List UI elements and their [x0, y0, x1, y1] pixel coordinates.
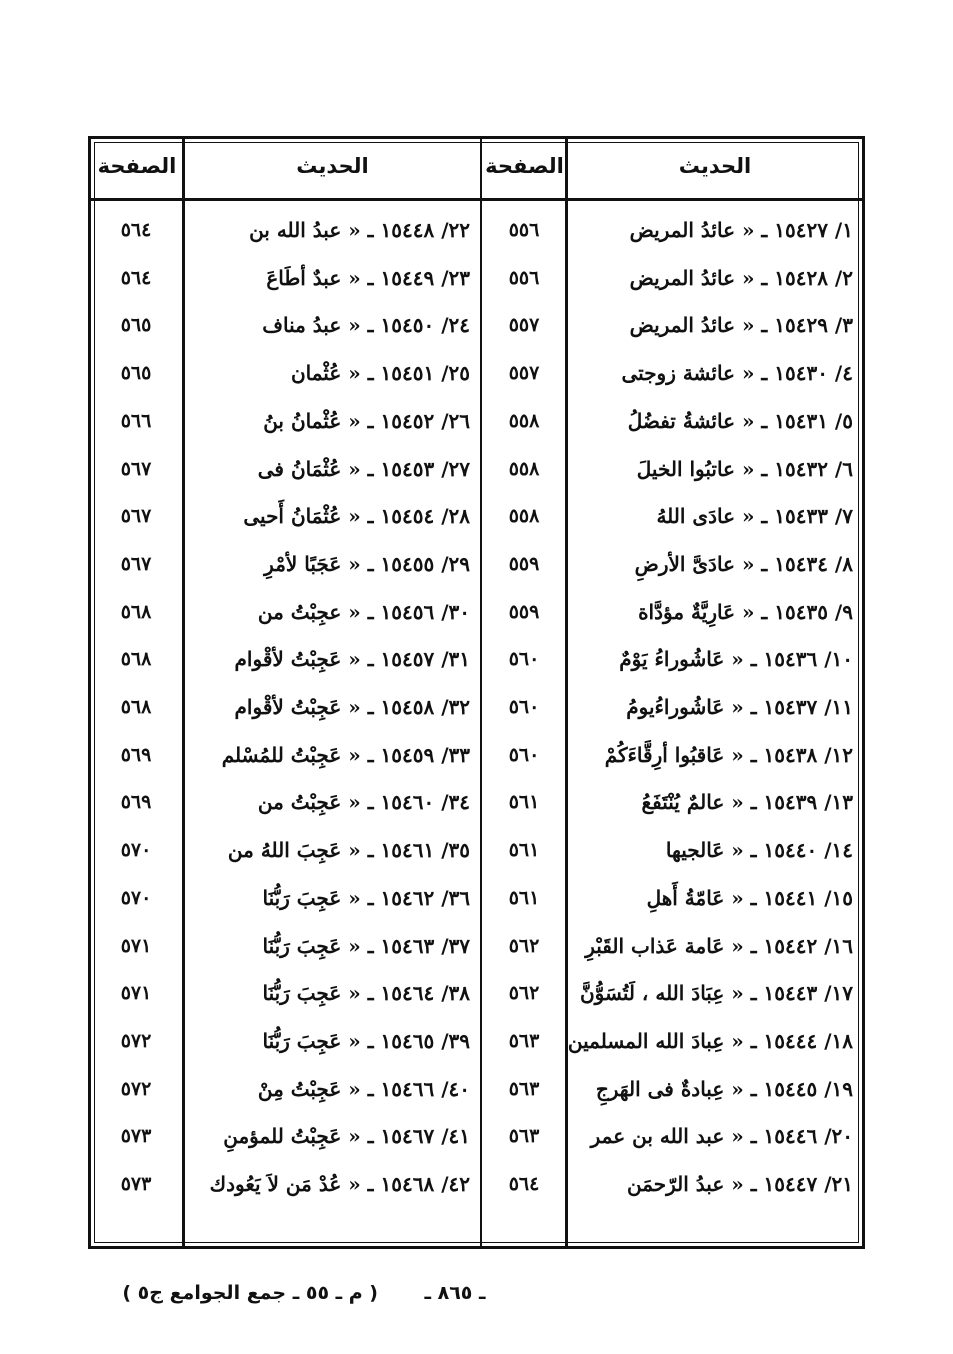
page-number-right: ٥٦٠	[508, 744, 540, 766]
page-number-right: ٥٥٩	[508, 601, 540, 623]
hadith-entry-left: ٣٥/ ١٥٤٦١ ـ « عَجِبَ اللهُ من	[227, 838, 470, 862]
hadith-entry-right: ٢/ ١٥٤٢٨ ـ « عائدُ المريض	[629, 266, 853, 290]
hadith-entry-left: ٣٨/ ١٥٤٦٤ ـ « عَجِبَ رَبُّنَا	[262, 981, 470, 1005]
hadith-entry-left: ٣٢/ ١٥٤٥٨ ـ « عَجِبْتُ لأقْوام	[234, 695, 470, 719]
header-hadith-right: الحديث	[678, 154, 752, 178]
hadith-entry-right: ٨/ ١٥٤٣٤ ـ « عادَىَّ الأرضِ	[634, 552, 853, 576]
page-number-right: ٥٦٤	[508, 1173, 540, 1195]
page-number-right: ٥٦١	[508, 839, 540, 861]
hadith-entry-right: ١/ ١٥٤٢٧ ـ « عائدُ المريض	[629, 218, 853, 242]
hadith-entry-left: ٢٩/ ١٥٤٥٥ ـ « عَجَبًا لأمْرِ	[264, 552, 470, 576]
hadith-entry-left: ٢٣/ ١٥٤٤٩ ـ « عبدٌ أطَاعَ	[266, 266, 470, 290]
page-number-right: ٥٥٩	[508, 553, 540, 575]
hadith-entry-left: ٤٢/ ١٥٤٦٨ ـ « عُدْ مَن لاَ يَعُودك	[209, 1172, 470, 1196]
hadith-entry-right: ٢٠/ ١٥٤٤٦ ـ « عبد الله بن عمر	[590, 1124, 853, 1148]
hadith-entry-right: ٩/ ١٥٤٣٥ ـ « عَارِيَّةٌ مؤدَّاة	[638, 600, 853, 624]
hadith-entry-left: ٣٤/ ١٥٤٦٠ ـ « عَجِبْتُ من	[257, 790, 470, 814]
column-divider-left-page	[182, 136, 185, 1249]
hadith-entry-left: ٣٠/ ١٥٤٥٦ ـ « عجِبْتُ من	[257, 600, 470, 624]
header-hadith-left: الحديث	[296, 154, 369, 178]
hadith-entry-left: ٣٩/ ١٥٤٦٥ ـ « عَجِبَ رَبُّنَا	[262, 1029, 470, 1053]
hadith-entry-right: ٢١/ ١٥٤٤٧ ـ « عبدُ الرّحمَن	[627, 1172, 853, 1196]
hadith-entry-right: ٥/ ١٥٤٣١ ـ « عائشةُ تفضُلُ	[627, 409, 853, 433]
page-number-left: ٥٦٤	[120, 219, 152, 241]
page-number-left: ٥٧٣	[120, 1173, 152, 1195]
page-number-left: ٥٧٣	[120, 1125, 152, 1147]
hadith-entry-right: ١٣/ ١٥٤٣٩ ـ « عالمٌ يُنْتَفَعُ	[641, 790, 853, 814]
page-number-left: ٥٦٤	[120, 267, 152, 289]
page-number-left: ٥٦٨	[120, 696, 152, 718]
hadith-entry-left: ٢٤/ ١٥٤٥٠ ـ « عبدُ مناف	[262, 313, 470, 337]
hadith-entry-left: ٤٠/ ١٥٤٦٦ ـ « عَجِبْتُ مِنْ	[257, 1077, 470, 1101]
page-number-right: ٥٥٧	[508, 314, 540, 336]
hadith-entry-left: ٣٦/ ١٥٤٦٢ ـ « عَجِبَ رَبُّنَا	[262, 886, 470, 910]
hadith-entry-right: ١٥/ ١٥٤٤١ ـ « عَامّةُ أَهلِ	[646, 886, 853, 910]
page-number-left: ٥٦٧	[120, 458, 152, 480]
page-number-left: ٥٦٧	[120, 553, 152, 575]
page-number-right: ٥٥٨	[508, 410, 540, 432]
page-number-left: ٥٦٧	[120, 505, 152, 527]
page-number-left: ٥٦٨	[120, 601, 152, 623]
page-number-right: ٥٥٦	[508, 219, 540, 241]
page-number-left: ٥٧١	[120, 982, 152, 1004]
page-number-right: ٥٦١	[508, 887, 540, 909]
header-page-left: الصفحة	[97, 154, 177, 178]
page-number-left: ٥٧٢	[120, 1078, 152, 1100]
column-divider-middle	[480, 136, 482, 1249]
header-page-right: الصفحة	[485, 154, 564, 178]
page-number-right: ٥٦٢	[508, 982, 540, 1004]
page-number-right: ٥٦٠	[508, 648, 540, 670]
page-number-left: ٥٧٢	[120, 1030, 152, 1052]
page-number-left: ٥٧٠	[120, 887, 152, 909]
hadith-entry-left: ٢٧/ ١٥٤٥٣ ـ « عُثْمَانُ فى	[257, 457, 470, 481]
column-divider-right-page	[565, 136, 568, 1249]
page-number-left: ٥٦٨	[120, 648, 152, 670]
page-number: ـ ٨٦٥ ـ	[424, 1282, 486, 1304]
hadith-entry-left: ٣١/ ١٥٤٥٧ ـ « عَجِبْتُ لأقْوام	[234, 647, 470, 671]
page-number-right: ٥٦٠	[508, 696, 540, 718]
hadith-entry-right: ١٠/ ١٥٤٣٦ ـ « عَاشُوراءُ يَوْمٌ	[619, 647, 853, 671]
hadith-entry-left: ٣٧/ ١٥٤٦٣ ـ « عَجِبَ رَبُّنَا	[262, 934, 470, 958]
hadith-entry-left: ٤١/ ١٥٤٦٧ ـ « عَجِبْتُ للمؤمنِ	[223, 1124, 470, 1148]
hadith-entry-right: ٧/ ١٥٤٣٣ ـ « عادَى اللهُ	[656, 504, 853, 528]
page-number-left: ٥٦٦	[120, 410, 152, 432]
page-number-right: ٥٦٣	[508, 1078, 540, 1100]
page-number-right: ٥٦٣	[508, 1125, 540, 1147]
hadith-entry-right: ٣/ ١٥٤٢٩ ـ « عائدُ المريض	[629, 313, 853, 337]
page-number-left: ٥٦٥	[120, 314, 152, 336]
page-number-right: ٥٦١	[508, 791, 540, 813]
hadith-entry-right: ١٢/ ١٥٤٣٨ ـ « عَاقبُوا أرِقَّاءَكُمْ	[604, 743, 853, 767]
hadith-entry-left: ٢٥/ ١٥٤٥١ ـ « عُثْمان	[290, 361, 470, 385]
page-number-left: ٥٧٠	[120, 839, 152, 861]
page-number-right: ٥٥٨	[508, 505, 540, 527]
hadith-entry-left: ٢٢/ ١٥٤٤٨ ـ « عبدُ الله بن	[249, 218, 470, 242]
page-number-left: ٥٦٩	[120, 791, 152, 813]
page-number-right: ٥٥٦	[508, 267, 540, 289]
page-number-right: ٥٦٣	[508, 1030, 540, 1052]
hadith-entry-right: ١١/ ١٥٤٣٧ ـ « عَاشُوراءُيومُ	[626, 695, 853, 719]
hadith-entry-right: ١٦/ ١٥٤٤٢ ـ « عَامة عَذاب القَبْرِ	[585, 934, 853, 958]
page-number-right: ٥٥٧	[508, 362, 540, 384]
hadith-entry-left: ٢٦/ ١٥٤٥٢ ـ « عُثْمانُ بنُ	[263, 409, 470, 433]
book-signature: ( م ـ ٥٥ ـ جمع الجوامع ج٥ )	[122, 1282, 378, 1304]
page-number-left: ٥٦٥	[120, 362, 152, 384]
page-number-left: ٥٧١	[120, 935, 152, 957]
page-number-left: ٥٦٩	[120, 744, 152, 766]
hadith-entry-right: ١٩/ ١٥٤٤٥ ـ « عِبادةٌ فى الهَرجِ	[595, 1077, 853, 1101]
hadith-entry-right: ١٨/ ١٥٤٤٤ ـ « عِبادَ الله المسلمين	[567, 1029, 853, 1053]
page-number-right: ٥٦٢	[508, 935, 540, 957]
hadith-entry-right: ١٧/ ١٥٤٤٣ ـ « عِبَادَ الله ، لَتُسَوُّنَّ	[579, 981, 853, 1005]
hadith-entry-right: ١٤/ ١٥٤٤٠ ـ « عَالجيها	[665, 838, 853, 862]
header-divider	[88, 198, 865, 201]
hadith-entry-left: ٣٣/ ١٥٤٥٩ ـ « عَجِبْتُ للمُسْلم	[221, 743, 470, 767]
page-number-right: ٥٥٨	[508, 458, 540, 480]
hadith-entry-right: ٦/ ١٥٤٣٢ ـ « عاتبُوا الخيلَ	[636, 457, 853, 481]
hadith-entry-right: ٤/ ١٥٤٣٠ ـ « عائشة زوجتى	[621, 361, 853, 385]
hadith-entry-left: ٢٨/ ١٥٤٥٤ ـ « عُثْمَانُ أَحيى	[243, 504, 470, 528]
